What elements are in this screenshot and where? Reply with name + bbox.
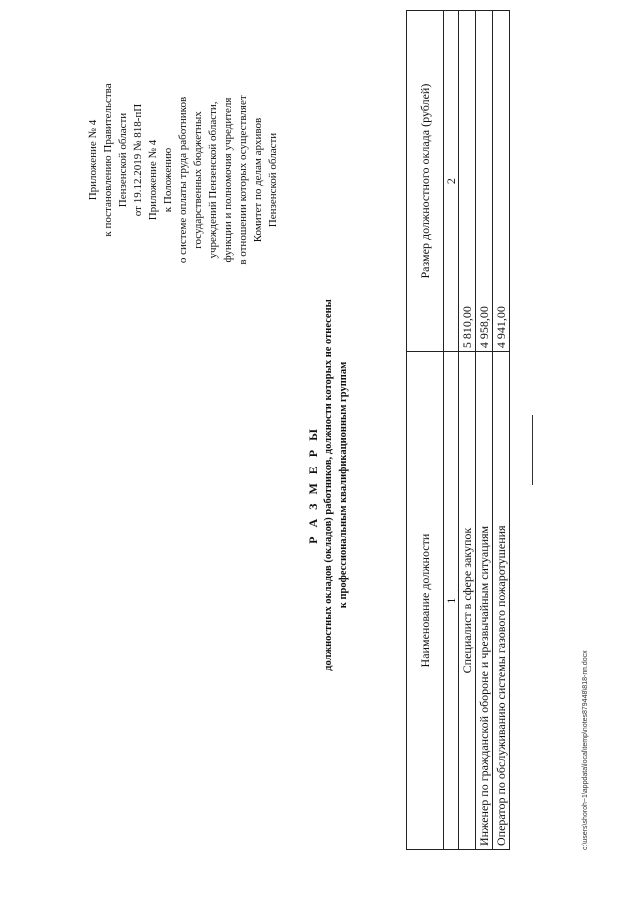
annex-resolution-line: от 19.12.2019 № 818-пП (132, 103, 144, 217)
document-title: Р А З М Е Р Ы (306, 426, 320, 544)
annex-regulation-line: функции и полномочия учредителя (222, 97, 234, 263)
document-subtitle-line1: должностных окладов (окладов) работников, должности которых не отнесены (323, 299, 334, 671)
annex-regulation-line: к Положению (162, 147, 174, 213)
annex-resolution-line: Пензенской области (117, 112, 129, 208)
index-col-1: 1 (444, 352, 459, 850)
salary-value: 4 958,00 (476, 11, 493, 352)
table-header-row (407, 11, 444, 850)
position-name: Инженер по гражданской обороне и чрезвычайным ситуациям (476, 352, 493, 850)
header-salary: Размер должностного оклада (рублей) (407, 11, 444, 352)
annex-resolution-block (86, 65, 146, 255)
table-index-row (444, 11, 459, 850)
annex-regulation-line: в отношении которых осуществляет (237, 95, 249, 265)
separator-line (532, 415, 533, 485)
index-col-2: 2 (444, 11, 459, 352)
file-path-footer: c:\users\shoroh~1\appdata\local\temp\notes879448\818-пп.docx (582, 650, 589, 850)
table-row (493, 11, 510, 850)
document-heading (306, 265, 351, 705)
annex-regulation-line: Комитет по делам архивов (252, 117, 264, 243)
position-name: Оператор по обслуживанию системы газового пожаротушения (493, 352, 510, 850)
annex-resolution-line: Приложение № 4 (87, 119, 99, 201)
salary-value: 5 810,00 (459, 11, 476, 352)
annex-regulation-line: Пензенской области (267, 132, 279, 228)
annex-regulation-line: о системе оплаты труда работников (177, 96, 189, 264)
header-position-name: Наименование должности (407, 352, 444, 850)
annex-regulation-line: Приложение № 4 (147, 139, 159, 221)
annex-regulation-line: учреждений Пензенской области, (207, 101, 219, 259)
annex-regulation-block (146, 55, 281, 305)
salary-value: 4 941,00 (493, 11, 510, 352)
position-name: Специалист в сфере закупок (459, 352, 476, 850)
document-subtitle-line2: к профессиональным квалификационным группам (338, 361, 349, 609)
annex-resolution-line: к постановлению Правительства (102, 83, 114, 237)
table-row (459, 11, 476, 850)
salary-table (406, 10, 510, 850)
annex-regulation-line: государственных бюджетных (192, 111, 204, 249)
table-row (476, 11, 493, 850)
